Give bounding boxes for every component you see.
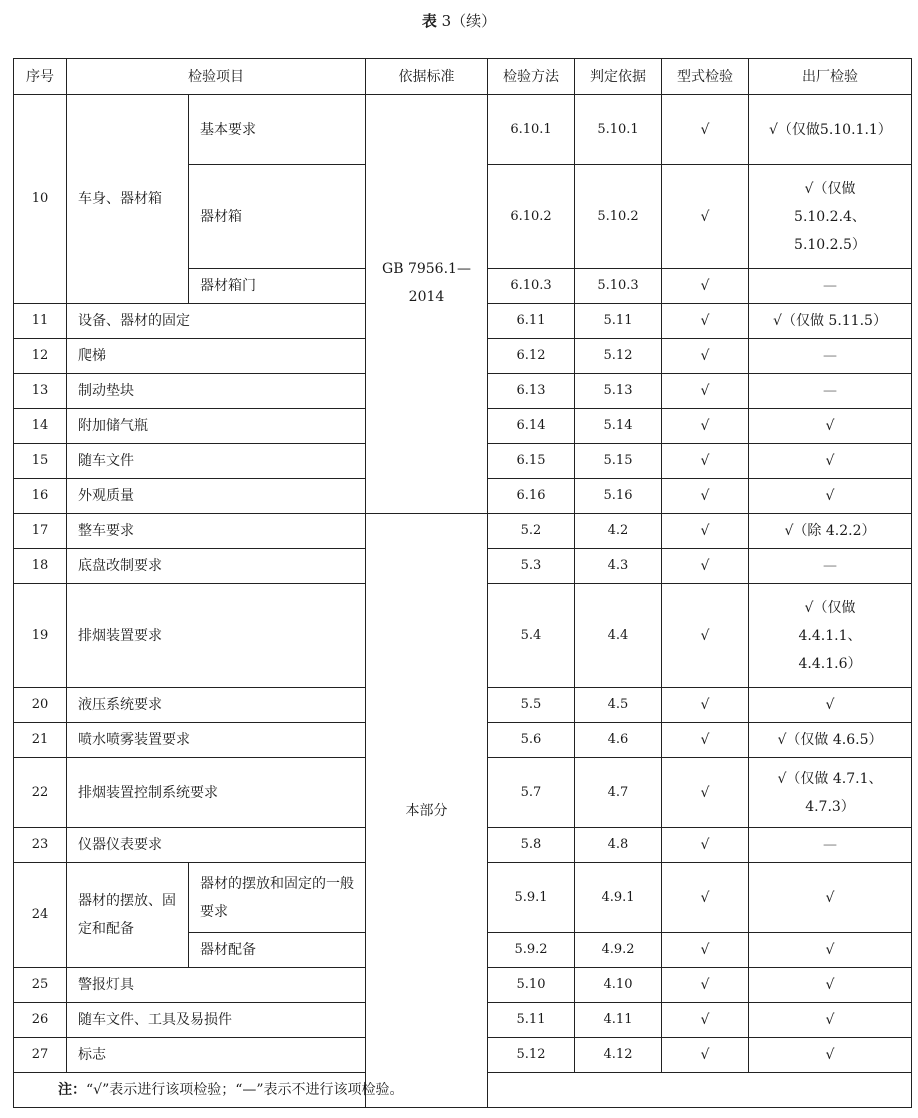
row-method: 5.4: [488, 584, 575, 688]
row-type-check: √: [662, 688, 749, 723]
row-factory: √（仅做 5.11.5）: [749, 304, 912, 339]
row-method: 5.11: [488, 1003, 575, 1038]
row-method: 5.9.1: [488, 863, 575, 933]
row-basis: 5.10.1: [575, 95, 662, 165]
row-basis: 4.10: [575, 968, 662, 1003]
row-type-check: √: [662, 95, 749, 165]
row-factory: √: [749, 1038, 912, 1073]
row-method: 5.9.2: [488, 933, 575, 968]
row-item: 器材的摆放、固定和配备: [67, 863, 189, 968]
row-subitem: 器材箱门: [189, 269, 366, 304]
row-item: 仪器仪表要求: [67, 828, 366, 863]
row-method: 5.5: [488, 688, 575, 723]
row-no: 15: [14, 444, 67, 479]
row-method: 5.10: [488, 968, 575, 1003]
row-type-check: √: [662, 584, 749, 688]
row-factory: —: [749, 339, 912, 374]
row-subitem: 基本要求: [189, 95, 366, 165]
row-type-check: √: [662, 339, 749, 374]
row-method: 6.12: [488, 339, 575, 374]
row-no: 26: [14, 1003, 67, 1038]
row-basis: 5.10.2: [575, 165, 662, 269]
row-factory: —: [749, 269, 912, 304]
row-method: 6.10.3: [488, 269, 575, 304]
row-method: 6.14: [488, 409, 575, 444]
row-item: 附加储气瓶: [67, 409, 366, 444]
row-factory: √（仅做 4.7.1、4.7.3）: [749, 758, 912, 828]
row-method: 6.15: [488, 444, 575, 479]
row-factory: √（仅做5.10.2.4、5.10.2.5）: [749, 165, 912, 269]
row-type-check: √: [662, 165, 749, 269]
row-item: 设备、器材的固定: [67, 304, 366, 339]
row-basis: 4.3: [575, 549, 662, 584]
standard-cell-gb: GB 7956.1—2014: [366, 95, 488, 514]
row-type-check: √: [662, 409, 749, 444]
row-basis: 4.9.1: [575, 863, 662, 933]
row-no: 21: [14, 723, 67, 758]
row-basis: 4.9.2: [575, 933, 662, 968]
header-factory-test: 出厂检验: [749, 59, 912, 95]
title-label: 表: [421, 12, 437, 30]
row-basis: 4.7: [575, 758, 662, 828]
row-method: 6.10.1: [488, 95, 575, 165]
row-item: 爬梯: [67, 339, 366, 374]
row-basis: 5.15: [575, 444, 662, 479]
header-basis: 判定依据: [575, 59, 662, 95]
row-type-check: √: [662, 828, 749, 863]
row-type-check: √: [662, 933, 749, 968]
row-basis: 4.4: [575, 584, 662, 688]
row-no: 18: [14, 549, 67, 584]
row-basis: 5.14: [575, 409, 662, 444]
row-factory: √: [749, 933, 912, 968]
row-basis: 4.8: [575, 828, 662, 863]
row-factory: √（仅做 4.6.5）: [749, 723, 912, 758]
row-subitem: 器材的摆放和固定的一般要求: [189, 863, 366, 933]
row-basis: 5.10.3: [575, 269, 662, 304]
header-seq: 序号: [14, 59, 67, 95]
row-basis: 4.5: [575, 688, 662, 723]
row-basis: 5.16: [575, 479, 662, 514]
row-basis: 4.6: [575, 723, 662, 758]
row-type-check: √: [662, 444, 749, 479]
row-method: 6.16: [488, 479, 575, 514]
row-type-check: √: [662, 723, 749, 758]
row-type-check: √: [662, 1003, 749, 1038]
row-type-check: √: [662, 304, 749, 339]
row-basis: 4.12: [575, 1038, 662, 1073]
row-type-check: √: [662, 374, 749, 409]
title-rest: 3（续）: [436, 12, 497, 30]
table-title: [0, 10, 918, 31]
row-type-check: √: [662, 269, 749, 304]
header-standard: 依据标准: [366, 59, 488, 95]
row-no: 19: [14, 584, 67, 688]
header-method: 检验方法: [488, 59, 575, 95]
row-factory: √: [749, 863, 912, 933]
row-item: 车身、器材箱: [67, 95, 189, 304]
note-text: “√”表示进行该项检验；“—”表示不进行该项检验。: [86, 1082, 404, 1098]
row-item: 排烟装置要求: [67, 584, 366, 688]
row-subitem: 器材箱: [189, 165, 366, 269]
row-item: 底盘改制要求: [67, 549, 366, 584]
row-factory: √（仅做5.10.1.1）: [749, 95, 912, 165]
row-item: 标志: [67, 1038, 366, 1073]
row-type-check: √: [662, 479, 749, 514]
row-no: 13: [14, 374, 67, 409]
row-basis: 5.13: [575, 374, 662, 409]
row-type-check: √: [662, 863, 749, 933]
row-factory: √: [749, 688, 912, 723]
row-method: 5.12: [488, 1038, 575, 1073]
row-method: 5.6: [488, 723, 575, 758]
row-no: 11: [14, 304, 67, 339]
row-item: 整车要求: [67, 514, 366, 549]
row-method: 5.2: [488, 514, 575, 549]
row-factory: √（除 4.2.2）: [749, 514, 912, 549]
row-item: 喷水喷雾装置要求: [67, 723, 366, 758]
row-method: 6.10.2: [488, 165, 575, 269]
header-row: [14, 59, 912, 95]
table-row: [14, 514, 912, 549]
row-item: 制动垫块: [67, 374, 366, 409]
row-factory: —: [749, 374, 912, 409]
row-method: 5.3: [488, 549, 575, 584]
row-no: 22: [14, 758, 67, 828]
row-type-check: √: [662, 549, 749, 584]
row-type-check: √: [662, 1038, 749, 1073]
row-item: 警报灯具: [67, 968, 366, 1003]
row-factory: √（仅做4.4.1.1、4.4.1.6）: [749, 584, 912, 688]
row-factory: √: [749, 479, 912, 514]
row-item: 随车文件、工具及易损件: [67, 1003, 366, 1038]
note-row: [14, 1073, 912, 1108]
header-type-test: 型式检验: [662, 59, 749, 95]
note-label: 注：: [58, 1082, 86, 1098]
row-no: 25: [14, 968, 67, 1003]
row-no: 10: [14, 95, 67, 304]
row-factory: √: [749, 968, 912, 1003]
row-subitem: 器材配备: [189, 933, 366, 968]
row-no: 20: [14, 688, 67, 723]
row-type-check: √: [662, 968, 749, 1003]
standard-cell-this-part: 本部分: [366, 514, 488, 1108]
row-factory: √: [749, 409, 912, 444]
row-factory: —: [749, 828, 912, 863]
header-item: 检验项目: [67, 59, 366, 95]
row-basis: 5.11: [575, 304, 662, 339]
row-factory: √: [749, 444, 912, 479]
row-type-check: √: [662, 514, 749, 549]
row-basis: 5.12: [575, 339, 662, 374]
table-note: [14, 1073, 912, 1108]
row-method: 5.7: [488, 758, 575, 828]
row-method: 6.13: [488, 374, 575, 409]
row-type-check: √: [662, 758, 749, 828]
row-method: 5.8: [488, 828, 575, 863]
row-no: 16: [14, 479, 67, 514]
row-basis: 4.11: [575, 1003, 662, 1038]
row-basis: 4.2: [575, 514, 662, 549]
row-no: 27: [14, 1038, 67, 1073]
row-no: 23: [14, 828, 67, 863]
row-factory: √: [749, 1003, 912, 1038]
row-no: 24: [14, 863, 67, 968]
row-no: 12: [14, 339, 67, 374]
row-item: 排烟装置控制系统要求: [67, 758, 366, 828]
row-factory: —: [749, 549, 912, 584]
row-item: 随车文件: [67, 444, 366, 479]
row-no: 17: [14, 514, 67, 549]
row-item: 液压系统要求: [67, 688, 366, 723]
inspection-table: [13, 58, 912, 1108]
row-item: 外观质量: [67, 479, 366, 514]
row-method: 6.11: [488, 304, 575, 339]
row-no: 14: [14, 409, 67, 444]
table-row: [14, 95, 912, 165]
